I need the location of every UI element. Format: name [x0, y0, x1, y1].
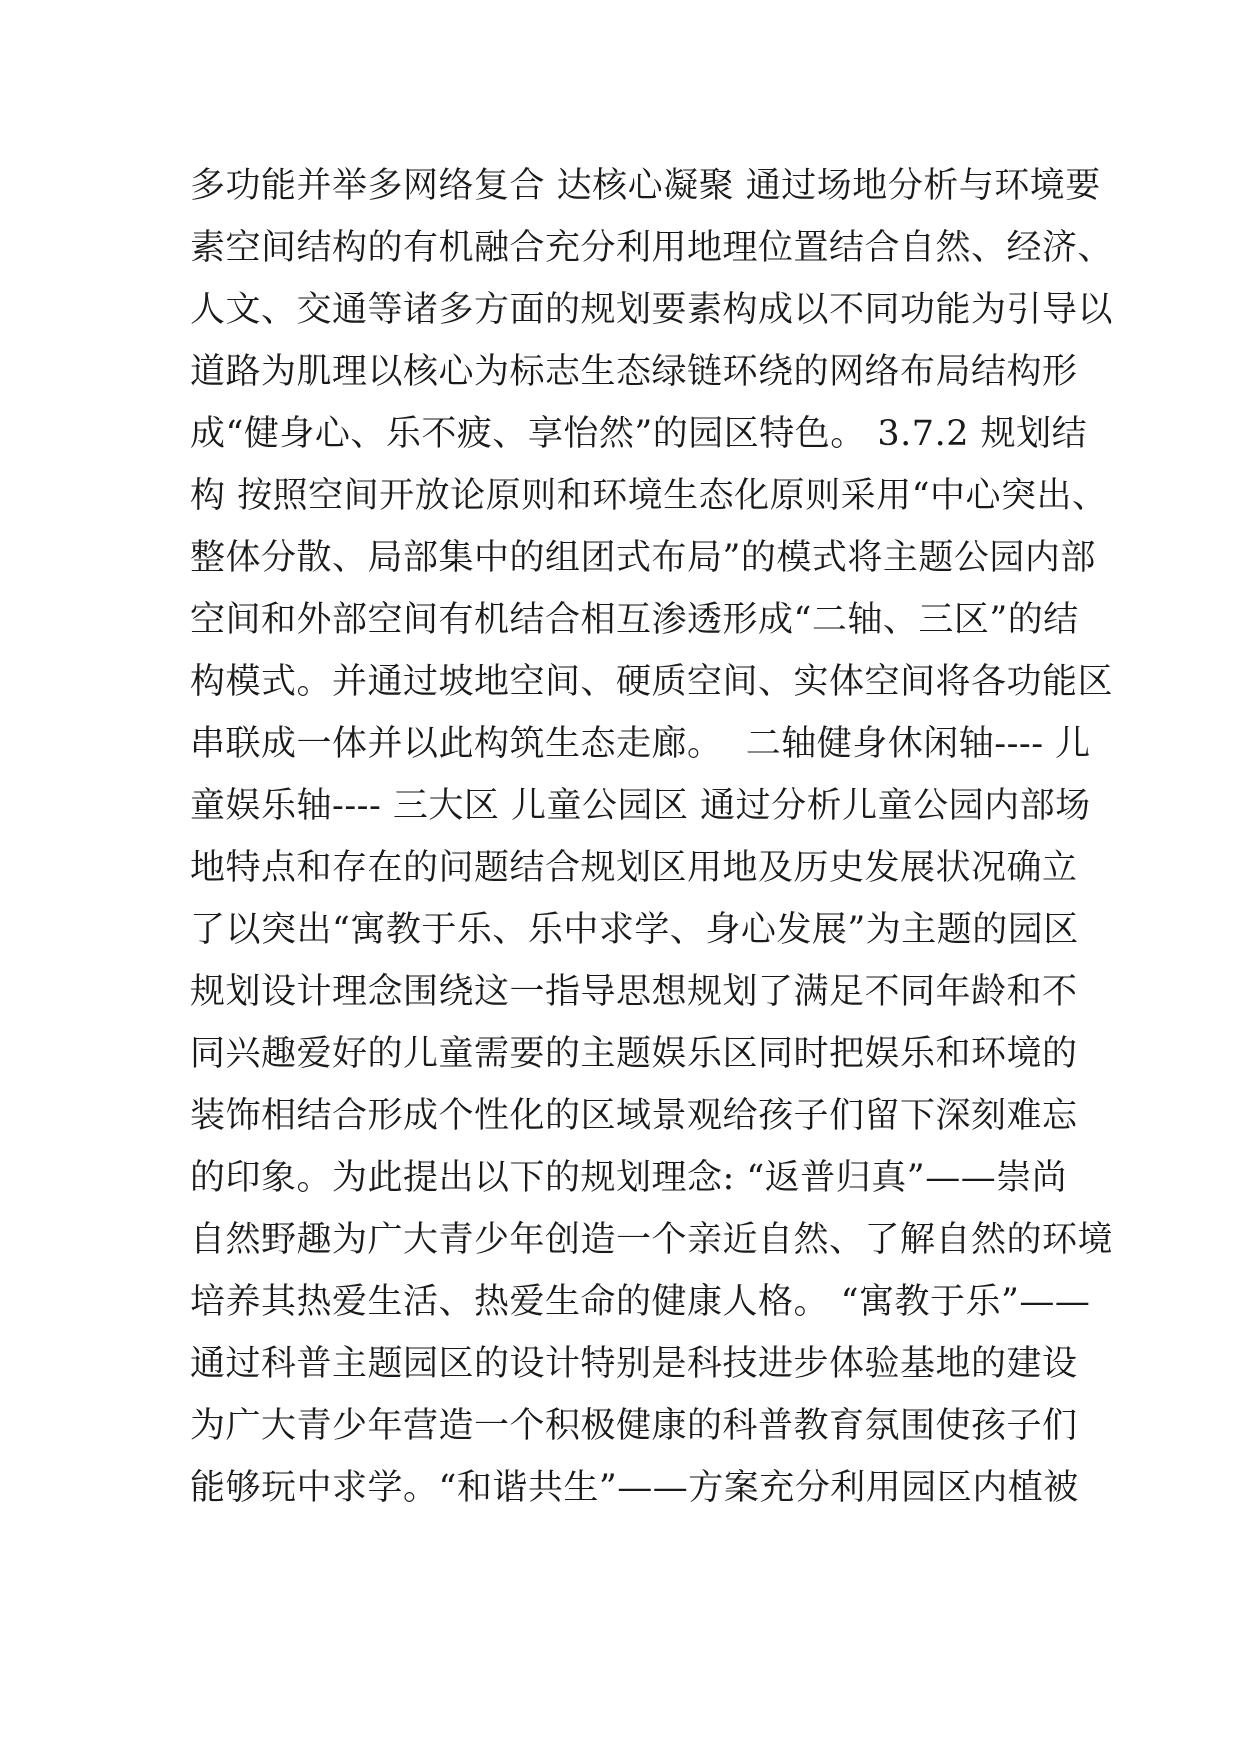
- text-line: 构模式。并通过坡地空间、硬质空间、实体空间将各功能区: [190, 662, 1114, 702]
- text-line: 道路为肌理以核心为标志生态绿链环绕的网络布局结构形: [190, 352, 1078, 392]
- text-line: 构 按照空间开放论原则和环境生态化原则采用“中心突出、: [190, 476, 1108, 516]
- text-line: 的印象。为此提出以下的规划理念: “返普归真”——崇尚: [190, 1158, 1068, 1198]
- text-line: 人文、交通等诸多方面的规划要素构成以不同功能为引导以: [190, 290, 1114, 330]
- text-line: 为广大青少年营造一个积极健康的科普教育氛围使孩子们: [190, 1406, 1078, 1446]
- text-line: 串联成一体并以此构筑生态走廊。 二轴健身休闲轴---- 儿: [190, 724, 1091, 764]
- text-line: 整体分散、局部集中的组团式布局”的模式将主题公园内部: [190, 538, 1096, 578]
- text-line: 空间和外部空间有机结合相互渗透形成“二轴、三区”的结: [190, 600, 1079, 640]
- text-line: 同兴趣爱好的儿童需要的主题娱乐区同时把娱乐和环境的: [190, 1034, 1078, 1074]
- text-line: 规划设计理念围绕这一指导思想规划了满足不同年龄和不: [190, 972, 1078, 1012]
- text-line: 素空间结构的有机融合充分利用地理位置结合自然、经济、: [190, 228, 1114, 268]
- body-text: [190, 155, 1114, 1519]
- text-line: 了以突出“寓教于乐、乐中求学、身心发展”为主题的园区: [190, 910, 1079, 950]
- text-line: 能够玩中求学。“和谐共生”——方案充分利用园区内植被: [190, 1468, 1079, 1508]
- text-line: 童娱乐轴---- 三大区 儿童公园区 通过分析儿童公园内部场: [190, 786, 1091, 826]
- text-line: 装饰相结合形成个性化的区域景观给孩子们留下深刻难忘: [190, 1096, 1078, 1136]
- text-line: 地特点和存在的问题结合规划区用地及历史发展状况确立: [190, 848, 1078, 888]
- text-line: 多功能并举多网络复合 达核心凝聚 通过场地分析与环境要: [190, 166, 1101, 206]
- text-line: 自然野趣为广大青少年创造一个亲近自然、了解自然的环境: [190, 1220, 1114, 1260]
- text-line: 培养其热爱生活、热爱生命的健康人格。 “寓教于乐”——: [190, 1282, 1091, 1322]
- text-line: 通过科普主题园区的设计特别是科技进步体验基地的建设: [190, 1344, 1078, 1384]
- text-line: 成“健身心、乐不疲、享怡然”的园区特色。 3.7.2 规划结: [190, 414, 1088, 454]
